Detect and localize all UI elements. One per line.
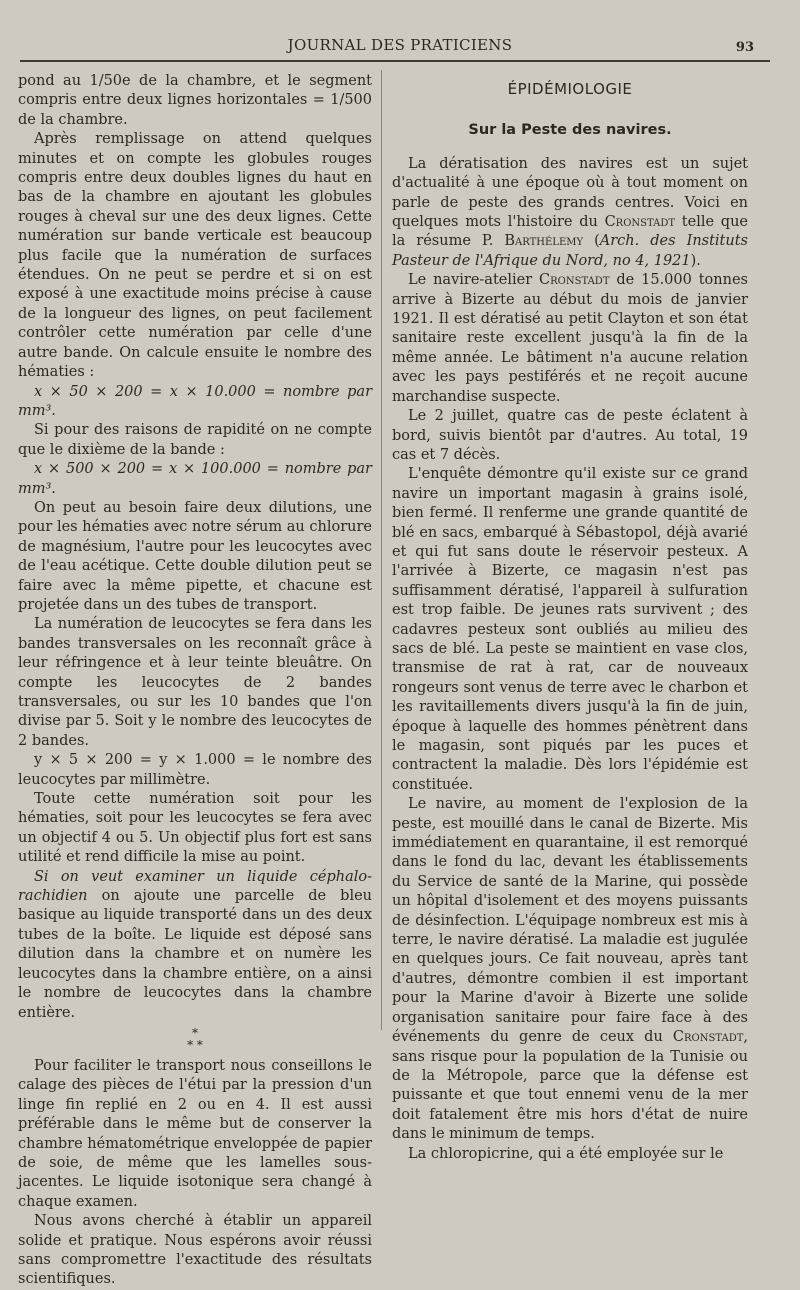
- paragraph-text: telle que la résume P.: [392, 214, 748, 250]
- paragraph-text: (: [583, 233, 600, 250]
- paragraph: Après remplissage on attend quelques minutes et on compte les globules rouges compris entre deux doubles lignes du haut en bas de la chambre en ajoutant les globules rouges à cheval sur une des deux lignes. Cette numération sur bande verticale est beaucoup plus facile que la numération de surfaces étendues. On ne peut se perdre et si on est exposé à une exactitude moins précise à cause de la longueur des lignes, on peut facilement contrôler cette numération par celle d'une autre bande. On calcule ensuite le nombre des hématies :: [18, 131, 372, 381]
- paragraph: On peut au besoin faire deux dilutions, une pour les hématies avec notre sérum au chlorure de magnésium, l'autre pour les leucocytes avec de l'eau acétique. Cette double dilution peut se faire avec la même pipette, et chacune est projetée dans un des tubes de transport.: [18, 499, 372, 613]
- paragraph: [18, 868, 372, 1023]
- running-title: JOURNAL DES PRATICIENS: [287, 36, 513, 54]
- paragraph: L'enquête démontre qu'il existe sur ce grand navire un important magasin à grains isolé, bien fermé. Il renferme une grande quantité de blé en sacs, embarqué à Sébastopol, déjà avarié et qui fut sans doute le réservoir pesteux. A l'arrivée à Bizerte, ce magasin n'est pas suffisamment dératisé, l'appareil à sulfuration est trop faible. De jeunes rats survivent ; des cadavres pesteux sont oubliés au milieu des sacs de blé. La peste se maintient en vase clos, transmise de rat à rat, car de nouveaux rongeurs sont venus de terre avec le charbon et les ravitaillements divers jusqu'à la fin de juin, époque à laquelle des hommes pénètrent dans le magasin, sont piqués par les puces et contractent la maladie. Dès lors l'épidémie est constituée.: [392, 466, 748, 793]
- paragraph: Le 2 juillet, quatre cas de peste éclatent à bord, suivis bientôt par d'autres. Au total, 19 cas et 7 décès.: [392, 408, 748, 463]
- formula: x × 500 × 200 = x × 100.000 = nombre par mm³.: [18, 461, 372, 497]
- paragraph-text: La dératisation des navires est un sujet d'actualité à une époque où à tout moment on parle de peste des grands centres. Voici en quelques mots l'histoire du: [392, 155, 748, 231]
- author-name: Barthélemy: [504, 233, 584, 250]
- reference: Arch. des Instituts Pasteur de l'Afrique du Nord, no 4, 1921: [392, 233, 748, 269]
- paragraph: Toute cette numération soit pour les hématies, soit pour les leucocytes se fera avec un objectif 4 ou 5. Un objectif plus fort est sans utilité et rend difficile la mise au point.: [18, 791, 372, 866]
- paragraph: [392, 271, 748, 407]
- right-column: [392, 72, 748, 1164]
- section-title: ÉPIDÉMIOLOGIE: [507, 80, 633, 98]
- paragraph: [392, 795, 748, 1144]
- paragraph: La numération de leucocytes se fera dans les bandes transversales on les reconnaît grâce à leur réfringence et à leur teinte bleuâtre. On compte les leucocytes de 2 bandes transversales, ou sur les 10 bandes que l'on divise par 5. Soit y le nombre des leucocytes de 2 bandes.: [18, 616, 372, 749]
- paragraph: Si pour des raisons de rapidité on ne compte que le dixième de la bande :: [18, 422, 372, 458]
- ship-name: Cronstadt: [539, 272, 610, 289]
- paragraph-text: on ajoute une parcelle de bleu basique au liquide transporté dans un des deux tubes de la boîte. Le liquide est déposé sans dilution dans la chambre et on numère les leucocytes dans la chambre entière, on a ainsi le nombre de leucocytes dans la chambre entière.: [18, 888, 372, 1021]
- paragraph: pond au 1/50e de la chambre, et le segment compris entre deux lignes horizontales = 1/500 de la chambre.: [18, 73, 372, 128]
- asterism-bottom: * *: [187, 1037, 203, 1052]
- paragraph-text: ).: [690, 252, 701, 269]
- paragraph-text: Le navire, au moment de l'explosion de la peste, est mouillé dans le canal de Bizerte. Mis immédiatement en quarantaine, il est remorqué dans le fond du lac, devant les établissements du Service de santé de la Marine, qui possède un hôpital d'isolement et des moyens puissants de désinfection. L'équipage nombreux est mis à terre, le navire dératisé. La maladie est jugulée en quelques jours. Ce fait nouveau, après tant d'autres, démontre combien il est important pour la Marine d'avoir à Bizerte une solide organisation sanitaire pour faire face à des événements du genre de ceux du: [392, 796, 748, 1046]
- page-number: 93: [735, 40, 754, 55]
- header-rule: [20, 60, 770, 62]
- article-title: Sur la Peste des navires.: [468, 122, 672, 139]
- paragraph-text: , sans risque pour la population de la Tunisie ou de la Métropole, parce que la défense est puissante et que tout ennemi venu de la mer doit fatalement être mis hors d'état de nuire dans le minimum de temps.: [392, 1029, 748, 1143]
- paragraph: Nous avons cherché à établir un appareil solide et pratique. Nous espérons avoir réussi sans compromettre l'exactitude des résultats scientifiques.: [18, 1213, 372, 1288]
- paragraph: Pour faciliter le transport nous conseillons le calage des pièces de l'étui par la pression d'un linge fin replié en 2 ou en 4. Il est aussi préférable dans le même but de conserver la chambre hématométrique enveloppée de papier de soie, de même que les lamelles sous-jacentes. Le liquide isotonique sera changé à chaque examen.: [18, 1057, 372, 1210]
- paragraph-text: de 15.000 tonnes arrive à Bizerte au début du mois de janvier 1921. Il est dératisé au petit Clayton et son état sanitaire reste excellent jusqu'à la fin de la même année. Le bâtiment n'a aucune relation avec les pays pestiférés et ne reçoit aucune marchandise suspecte.: [392, 272, 748, 405]
- italic-phrase: Si on veut examiner un liquide céphalo-rachidien: [18, 868, 372, 905]
- paragraph: [392, 155, 748, 271]
- formula: x × 50 × 200 = x × 10.000 = nombre par mm³.: [18, 383, 372, 419]
- asterism-top: *: [192, 1025, 198, 1040]
- ship-name: Cronstadt: [672, 1029, 744, 1046]
- asterism: [18, 1027, 372, 1051]
- left-column: [18, 72, 372, 1290]
- ship-name: Cronstadt: [604, 214, 676, 231]
- column-divider: [381, 70, 382, 1030]
- paragraph-text: Le navire-atelier: [408, 272, 540, 289]
- formula: y × 5 × 200 = y × 1.000 = le nombre des leucocytes par millimètre.: [18, 752, 372, 788]
- paragraph: La chloropicrine, qui a été employée sur le: [408, 1145, 724, 1162]
- page-header: [20, 32, 780, 60]
